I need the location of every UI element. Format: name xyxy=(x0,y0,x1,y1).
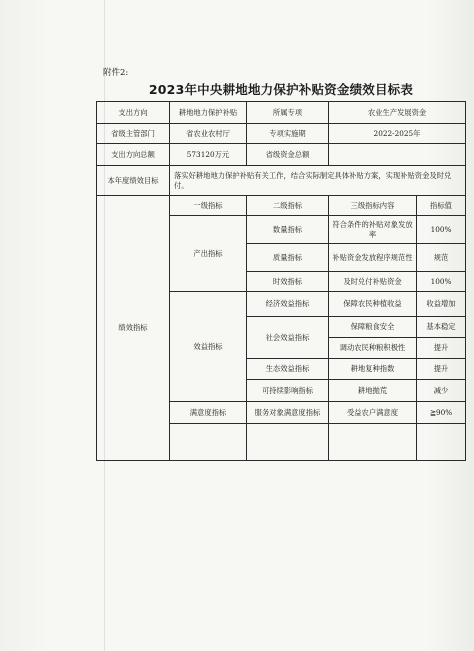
blank-cell xyxy=(170,424,247,461)
cell-label: 专项实施期 xyxy=(247,124,329,144)
blank-cell xyxy=(417,424,466,461)
table-row xyxy=(97,166,466,196)
level3-indicator: 保障粮食安全 xyxy=(329,317,417,338)
attachment-label: 附件2: xyxy=(103,68,129,78)
level2-indicator: 可持续影响指标 xyxy=(247,380,329,402)
blank-cell xyxy=(329,424,417,461)
output-indicators-label: 产出指标 xyxy=(170,216,247,292)
benefit-indicators-label: 效益指标 xyxy=(170,292,247,402)
cell-value: 农业生产发展资金 xyxy=(329,102,466,124)
level2-indicator: 服务对象满意度指标 xyxy=(247,402,329,424)
cell-label: 所属专项 xyxy=(247,102,329,124)
level2-indicator: 经济效益指标 xyxy=(247,292,329,317)
level2-indicator: 质量指标 xyxy=(247,244,329,272)
level3-indicator: 保障农民种植收益 xyxy=(329,292,417,317)
cell-value: 573120万元 xyxy=(170,144,247,166)
cell-label: 支出方向总额 xyxy=(97,144,170,166)
level2-indicator: 时效指标 xyxy=(247,272,329,292)
column-header: 指标值 xyxy=(417,196,466,216)
performance-indicators-label: 绩效指标 xyxy=(97,196,170,461)
indicator-value: ≧90% xyxy=(417,402,466,424)
level3-indicator: 耕地抛荒 xyxy=(329,380,417,402)
table-row xyxy=(97,196,466,216)
column-header: 一级指标 xyxy=(170,196,247,216)
level2-indicator: 社会效益指标 xyxy=(247,317,329,359)
level3-indicator: 调动农民种粮积极性 xyxy=(329,338,417,359)
level2-indicator: 数量指标 xyxy=(247,216,329,244)
cell-label: 省级主管部门 xyxy=(97,124,170,144)
cell-value xyxy=(329,144,466,166)
level3-indicator: 补贴资金发放程序规范性 xyxy=(329,244,417,272)
cell-label: 省级资金总额 xyxy=(247,144,329,166)
column-header: 三级指标内容 xyxy=(329,196,417,216)
indicator-value: 提升 xyxy=(417,359,466,380)
level3-indicator: 耕地复种指数 xyxy=(329,359,417,380)
indicator-value: 100% xyxy=(417,272,466,292)
level3-indicator: 符合条件的补贴对象发放率 xyxy=(329,216,417,244)
cell-label: 支出方向 xyxy=(97,102,170,124)
level2-indicator: 生态效益指标 xyxy=(247,359,329,380)
indicator-value: 提升 xyxy=(417,338,466,359)
level3-indicator: 受益农户满意度 xyxy=(329,402,417,424)
cell-value: 省农业农村厅 xyxy=(170,124,247,144)
performance-target-table xyxy=(96,101,466,461)
level3-indicator: 及时兑付补贴资金 xyxy=(329,272,417,292)
table-row xyxy=(97,102,466,124)
indicator-value: 收益增加 xyxy=(417,292,466,317)
column-header: 二级指标 xyxy=(247,196,329,216)
satisfaction-indicators-label: 满意度指标 xyxy=(170,402,247,424)
annual-goal-label: 本年度绩效目标 xyxy=(97,166,170,196)
blank-cell xyxy=(247,424,329,461)
cell-value: 耕地地力保护补贴 xyxy=(170,102,247,124)
indicator-value: 基本稳定 xyxy=(417,317,466,338)
indicator-value: 规范 xyxy=(417,244,466,272)
table-row xyxy=(97,144,466,166)
table-row xyxy=(97,124,466,144)
annual-goal-text: 落实好耕地地力保护补贴有关工作，结合实际制定具体补贴方案，实现补贴资金及时兑付。 xyxy=(170,166,466,196)
indicator-value: 100% xyxy=(417,216,466,244)
cell-value: 2022-2025年 xyxy=(329,124,466,144)
document-title: 2023年中央耕地地力保护补贴资金绩效目标表 xyxy=(148,82,414,97)
indicator-value: 减少 xyxy=(417,380,466,402)
